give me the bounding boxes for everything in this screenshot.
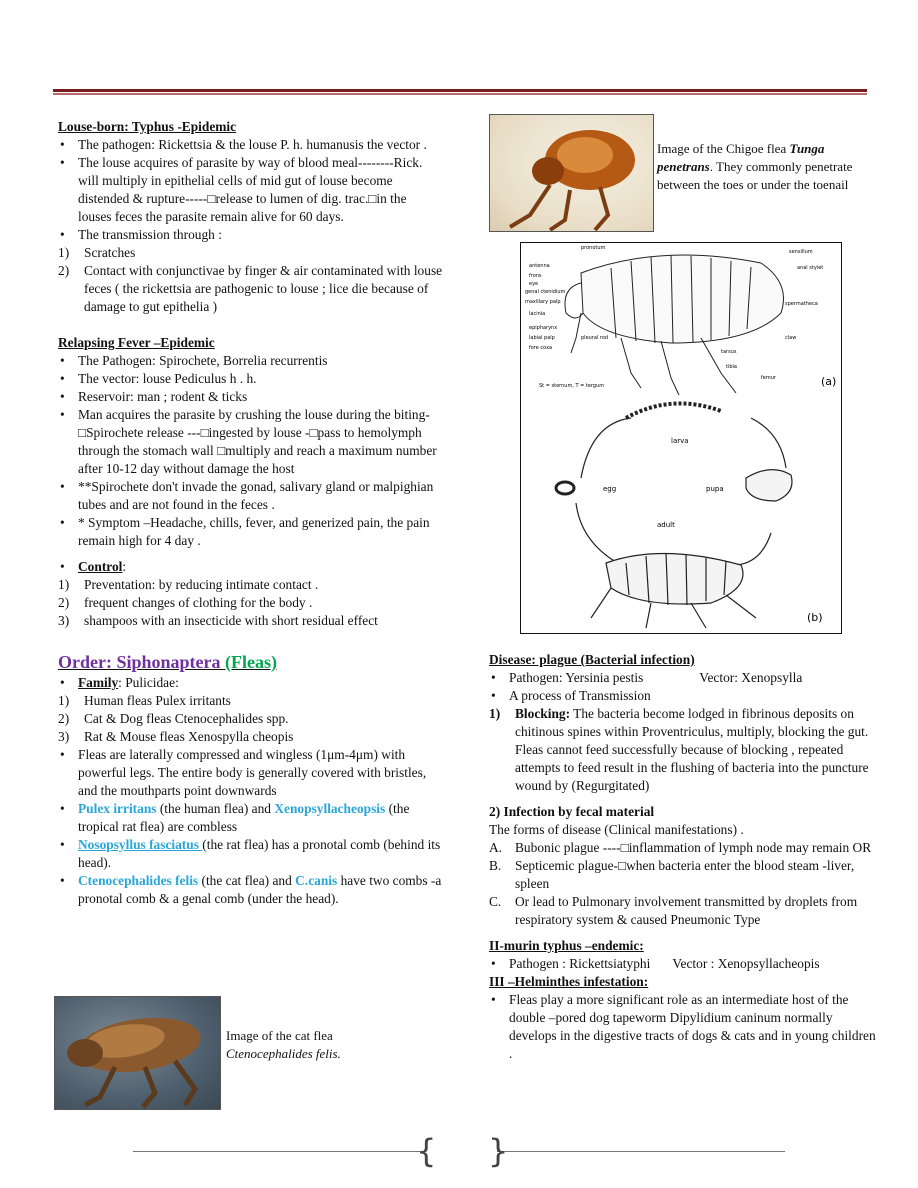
chigoe-caption-species: Tunga penetrans	[657, 141, 825, 174]
control-label: Control	[78, 559, 123, 574]
part-label-lacinia: lacinia	[529, 311, 546, 317]
list-item-text: have two combs -a pronotal comb & a genal comb (under the head).	[78, 873, 442, 906]
left-column	[58, 118, 443, 908]
list-item	[58, 872, 443, 908]
list-item	[58, 800, 443, 836]
list-item: • * Symptom –Headache, chills, fever, and generized pain, the pain remain high for 4 day .	[58, 514, 443, 550]
list-item: B. Septicemic plague-□when bacteria enter the blood steam -liver, spleen	[489, 858, 855, 891]
family-label: Family	[78, 675, 119, 690]
list-item: • Fleas are laterally compressed and wingless (1μm-4μm) with powerful legs. The entire body is generally covered with bristles, and the mouthparts point downwards	[58, 746, 443, 800]
chigoe-caption-c: . They commonly penetrate between the toes or under the toenail	[657, 159, 853, 192]
adult-flea-anatomy	[565, 255, 784, 395]
species-name: Pulex irritans	[78, 801, 157, 816]
list-item: 3) shampoos with an insecticide with short residual effect	[58, 613, 378, 628]
diagram-legend: St = sternum, T = tergum	[539, 383, 605, 389]
blocking-label: Blocking:	[515, 706, 571, 721]
footer-line-right	[497, 1151, 785, 1152]
control-heading	[58, 558, 443, 576]
stage-larva: larva	[671, 437, 689, 445]
list-item: • The transmission through :	[58, 226, 443, 244]
list-item-text: The bacteria become lodged in fibrinous deposits on chitinous spines within Proventriculus, multiply, blocking the gut. Fleas cannot feed successfully because of blocking , repeated attempts to feed result in the flushing of bacteria into the puncture wound by (Regurgitated)	[515, 706, 869, 793]
helminthes-title: III –Helminthes infestation:	[489, 974, 649, 989]
stage-adult: adult	[657, 521, 675, 529]
footer-brace-left: {	[416, 1132, 437, 1170]
list-item: 2) frequent changes of clothing for the body .	[58, 595, 313, 610]
list-item	[489, 705, 879, 795]
species-name: Xenopsyllacheopsis	[274, 801, 386, 816]
list-item: • Fleas play a more significant role as an intermediate host of the double –pored dog tapeworm Dipylidium caninum normally develops in the digestive tracts of dogs & cats and in young children .	[489, 991, 879, 1063]
list-item-text: (the tropical rat flea) are combless	[78, 801, 410, 834]
list-item-text: Vector: Xenopsylla	[699, 670, 803, 685]
list-item-text: shampoos with an insecticide with short residual effect	[84, 613, 378, 628]
family-value: : Pulicidae:	[118, 675, 179, 690]
part-label-frons: frons	[529, 273, 542, 279]
list-item-text: Preventation: by reducing intimate contact .	[84, 577, 319, 592]
list-item-text: frequent changes of clothing for the body .	[84, 595, 313, 610]
part-label-stylet: anal stylet	[797, 265, 824, 271]
part-label-pleural: pleural rod	[581, 335, 609, 341]
list-item: 2) Cat & Dog fleas Ctenocephalides spp.	[58, 711, 289, 726]
stage-pupa: pupa	[706, 485, 724, 493]
list-item-text: Or lead to Pulmonary involvement transmitted by droplets from respiratory system & caused Pneumonic Type	[515, 894, 858, 927]
part-label-tibia: tibia	[726, 364, 737, 370]
species-name: Ctenocephalides felis	[78, 873, 199, 888]
list-item-text: Contact with conjunctivae by finger & air contaminated with louse feces ( the rickettsia are pathogenic to louse ; lice die because of damage to gut epithelia )	[84, 263, 443, 314]
cat-flea-photo	[54, 996, 221, 1110]
panel-label-a: (a)	[821, 375, 837, 388]
list-item: • A process of Transmission	[489, 687, 879, 705]
list-item-text: (the rat flea) has a pronotal comb (behind its head).	[78, 837, 441, 870]
part-label-tarsus: tarsus	[721, 349, 737, 355]
list-item: • The vector: louse Pediculus h . h.	[58, 370, 443, 388]
list-item: 1) Preventation: by reducing intimate contact .	[58, 577, 319, 592]
list-item: 2) Contact with conjunctivae by finger & air contaminated with louse feces ( the rickettsia are pathogenic to louse ; lice die because of damage to gut epithelia )	[58, 263, 443, 314]
footer-brace-right: }	[488, 1132, 509, 1170]
footer-line-left	[133, 1151, 423, 1152]
control-colon: :	[122, 559, 127, 574]
list-item: 1) Human fleas Pulex irritants	[58, 693, 231, 708]
chigoe-flea-caption	[657, 140, 872, 194]
list-item	[58, 836, 443, 872]
chigoe-caption-a: Image of the Chigoe flea	[657, 141, 790, 156]
right-column	[489, 651, 879, 1063]
list-item: • Man acquires the parasite by crushing the louse during the biting-□Spirochete release ---□ingested by louse -□pass to hemolymph through the stomach wall □multiply and reach a maximum number after 10-12 day without damage the host	[58, 406, 443, 478]
order-title-main: Order: Siphonaptera	[58, 652, 226, 672]
cat-flea-caption	[226, 1027, 406, 1063]
chigoe-flea-photo	[489, 114, 654, 232]
list-item	[489, 669, 879, 687]
list-item-text: Bubonic plague ----□inflammation of lymph node may remain OR	[515, 840, 872, 855]
order-title	[58, 650, 443, 674]
list-item: • The Pathogen: Spirochete, Borrelia recurrentis	[58, 352, 443, 370]
list-item-text: Septicemic plague-□when bacteria enter the blood steam -liver, spleen	[515, 858, 855, 891]
header-rule	[53, 89, 867, 95]
list-item-text: Pathogen: Yersinia pestis	[509, 670, 644, 685]
louse-typhus-title: Louse-born: Typhus -Epidemic	[58, 119, 237, 134]
list-item-text: (the cat flea) and	[198, 873, 296, 888]
list-item-number: 1)	[489, 706, 501, 721]
panel-label-b: (b)	[807, 611, 823, 624]
diagram-svg	[521, 243, 843, 635]
part-label-epipharynx: epipharynx	[529, 325, 558, 331]
part-label-maxpalp: maxillary palp	[525, 299, 561, 305]
list-item	[489, 955, 879, 973]
species-name: Nosopsyllus fasciatus	[78, 837, 203, 852]
list-item: 3) Rat & Mouse fleas Xenospylla cheopis	[58, 729, 294, 744]
list-item-text: Human fleas Pulex irritants	[84, 693, 231, 708]
list-item: • Reservoir: man ; rodent & ticks	[58, 388, 443, 406]
list-item: 1) Scratches	[58, 245, 136, 260]
list-item-text: Rat & Mouse fleas Xenospylla cheopis	[84, 729, 294, 744]
list-item-text: Scratches	[84, 245, 136, 260]
list-item-text: (the human flea) and	[156, 801, 275, 816]
part-label-labial: labial palp	[529, 335, 555, 341]
murin-typhus-title: II-murin typhus –endemic:	[489, 938, 644, 953]
species-name: C.canis	[295, 873, 338, 888]
plague-title: Disease: plague (Bacterial infection)	[489, 652, 695, 667]
list-item: • **Spirochete don't invade the gonad, salivary gland or malpighian tubes and are not found in the feces .	[58, 478, 443, 514]
part-label-genal: genal ctenidium	[525, 289, 566, 295]
list-item: A. Bubonic plague ----□inflammation of lymph node may remain OR	[489, 840, 872, 855]
cat-flea-caption-line2: Ctenocephalides felis.	[226, 1046, 341, 1061]
part-label-sensillum: sensillum	[789, 249, 813, 255]
cat-flea-illustration	[55, 997, 221, 1110]
part-label-coxa: fore coxa	[529, 345, 553, 351]
part-label-sperm: spermatheca	[785, 301, 818, 307]
family-line	[58, 674, 443, 692]
part-label-femur: femur	[761, 375, 776, 381]
order-title-fleas: (Fleas)	[225, 652, 277, 672]
list-item-text: Cat & Dog fleas Ctenocephalides spp.	[84, 711, 289, 726]
chigoe-flea-illustration	[490, 115, 654, 232]
part-label-antenna: antenna	[529, 263, 550, 269]
cat-flea-caption-line1: Image of the cat flea	[226, 1028, 333, 1043]
infection-fecal-heading: 2) Infection by fecal material	[489, 804, 655, 819]
part-label-eye: eye	[529, 281, 539, 287]
part-label-pronotum: pronotum	[581, 245, 606, 251]
flea-anatomy-lifecycle-diagram	[520, 242, 842, 634]
relapsing-fever-title: Relapsing Fever –Epidemic	[58, 335, 215, 350]
forms-of-disease: The forms of disease (Clinical manifestations) .	[489, 822, 744, 837]
part-label-claw: claw	[785, 335, 797, 341]
list-item-text: Vector : Xenopsyllacheopis	[672, 956, 820, 971]
list-item: C. Or lead to Pulmonary involvement transmitted by droplets from respiratory system & caused Pneumonic Type	[489, 894, 858, 927]
list-item: • The louse acquires of parasite by way of blood meal--------Rick. will multiply in epithelial cells of mid gut of louse become distended & rupture-----□release to lumen of dig. trac.□in the louses feces the parasite remain alive for 60 days.	[58, 154, 443, 226]
stage-egg: egg	[603, 485, 617, 493]
list-item: • The pathogen: Rickettsia & the louse P. h. humanusis the vector .	[58, 136, 443, 154]
list-item-text: Pathogen : Rickettsiatyphi	[509, 956, 651, 971]
